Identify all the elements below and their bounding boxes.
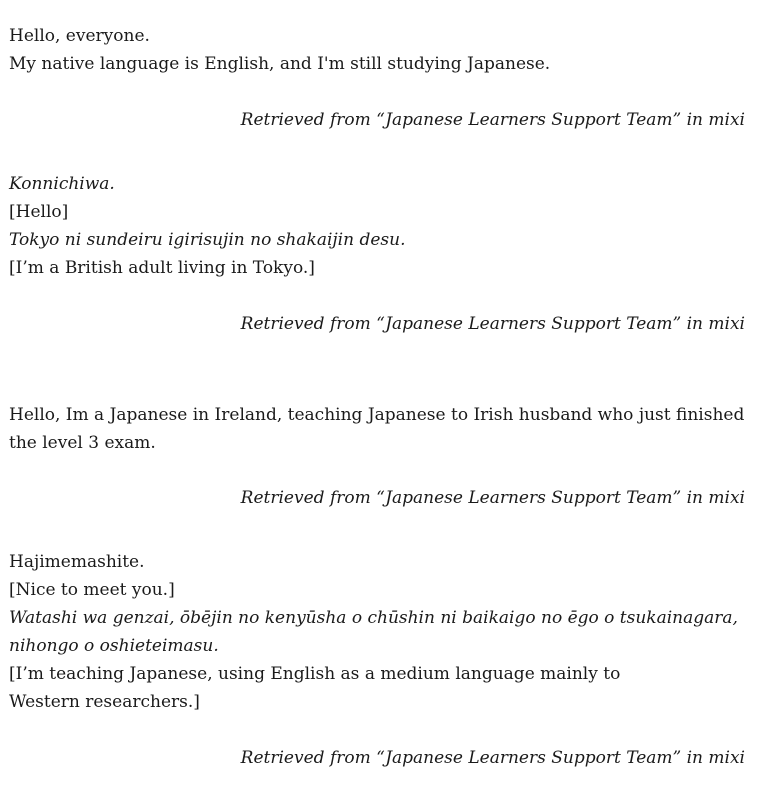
entry-2: [9, 170, 749, 338]
entry-3-line-1: Hello, Im a Japanese in Ireland, teaching Japanese to Irish husband who just finished: [9, 405, 745, 425]
entry-2-line-1: Konnichiwa.: [9, 174, 115, 194]
entry-2-line-4: [I’m a British adult living in Tokyo.]: [9, 258, 315, 278]
entry-3-line-2: the level 3 exam.: [9, 433, 156, 453]
entry-2-line-2: [Hello]: [9, 202, 69, 222]
entry-3-source: Retrieved from “Japanese Learners Support Team” in mixi: [240, 488, 745, 508]
entry-1-source: Retrieved from “Japanese Learners Support Team” in mixi: [240, 110, 745, 130]
entry-4-line-3: Watashi wa genzai, ōbējin no kenyūsha o chūshin ni baikaigo no ēgo o tsukainagara,: [9, 608, 738, 628]
entry-2-line-3: Tokyo ni sundeiru igirisujin no shakaijin desu.: [9, 230, 406, 250]
entry-4-line-1: Hajimemashite.: [9, 552, 145, 572]
entry-3: [9, 401, 749, 512]
entry-1-line-2: My native language is English, and I'm still studying Japanese.: [9, 54, 551, 74]
document-page: [9, 22, 749, 772]
entry-4: [9, 548, 749, 772]
entry-1-line-1: Hello, everyone.: [9, 26, 150, 46]
entry-4-line-4: nihongo o oshieteimasu.: [9, 636, 219, 656]
entry-4-line-5: [I’m teaching Japanese, using English as a medium language mainly to: [9, 664, 621, 684]
entry-4-source: Retrieved from “Japanese Learners Support Team” in mixi: [240, 748, 745, 768]
entry-4-line-2: [Nice to meet you.]: [9, 580, 175, 600]
entry-1: [9, 22, 749, 134]
entry-4-line-6: Western researchers.]: [9, 692, 200, 712]
entry-2-source: Retrieved from “Japanese Learners Support Team” in mixi: [240, 314, 745, 334]
